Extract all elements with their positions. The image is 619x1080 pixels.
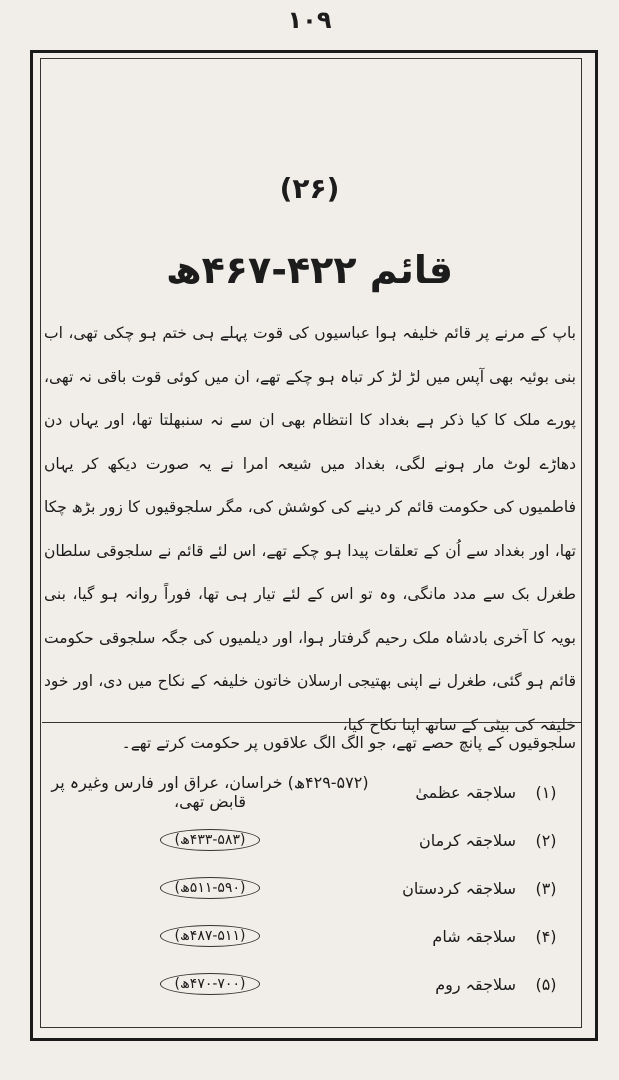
list-item — [44, 864, 576, 912]
chapter-number: (۲۶) — [279, 172, 340, 205]
item-number: (۲) — [535, 830, 557, 850]
item-number: (۴) — [535, 926, 557, 946]
list-item — [44, 816, 576, 864]
page-number: ۱۰۹ — [287, 6, 332, 34]
item-date: (۴۷۰-۷۰۰ھ) — [160, 973, 261, 995]
item-number: (۵) — [535, 974, 557, 994]
item-name: سلاجقہ شام — [432, 926, 516, 946]
item-name: سلاجقہ روم — [435, 974, 516, 994]
list-item — [44, 960, 576, 1008]
body-paragraph: باپ کے مرنے پر قائم خلیفہ ہوا عباسیوں کی قوت پہلے ہی ختم ہو چکی تھی، اب بنی بوئیہ بھی آپس میں لڑ لڑ کر تباہ ہو چکے تھے، ان میں کوئی قوت باقی نہ تھی، پورے ملک کا کیا ذکر ہے بغداد کا انتظام بھی ان سے نہ سنبھلتا تھا، اور یہاں دن دھاڑے لوٹ مار ہونے لگی، بغداد میں شیعہ امرا نے یہ صورت دیکھ کر یہاں فاطمیوں کی حکومت قائم کر دینے کی کوشش کی، مگر سلجوقیوں کا زور بڑھ چکا تھا، اور بغداد سے اُن کے تعلقات پیدا ہو چکے تھے، اس لئے قائم نے سلجوقی سلطان طغرل بک سے مدد مانگی، وہ تو اس کے لئے تیار ہی تھا، فوراً روانہ ہو گیا، بنی بویہ کا آخری بادشاہ ملک رحیم گرفتار ہوا، اور دیلمیوں کی جگہ سلجوقی حکومت قائم ہو گئی، طغرل نے اپنی بھتیجی ارسلان خاتون خلیفہ کے نکاح میں دی، اور خود خلیفہ کی بیٹی کے ساتھ اپنا نکاح کیا، — [44, 324, 576, 734]
item-name: سلاجقہ کردستان — [402, 878, 516, 898]
item-date: (۵۱۱-۵۹۰ھ) — [160, 877, 261, 899]
chapter-title: قائم ۴۲۲-۴۶۷ھ — [165, 248, 454, 292]
footnote-intro: سلجوقیوں کے پانچ حصے تھے، جو الگ الگ علاقوں پر حکومت کرتے تھے۔ — [121, 734, 576, 752]
item-date: (۴۳۳-۵۸۳ھ) — [160, 829, 261, 851]
item-name: سلاجقہ کرمان — [418, 830, 516, 850]
list-item — [44, 912, 576, 960]
footnote-divider — [42, 722, 582, 723]
item-detail: (۴۲۹-۵۷۲ھ) خراسان، عراق اور فارس وغیرہ پر قابض تھی، — [51, 773, 369, 811]
item-name: سلاجقہ عظمیٰ — [415, 782, 516, 802]
list-item — [44, 768, 576, 816]
item-number: (۳) — [535, 878, 557, 898]
item-date: (۴۸۷-۵۱۱ھ) — [160, 925, 261, 947]
footnote-list — [44, 768, 576, 1008]
item-number: (۱) — [535, 782, 557, 802]
